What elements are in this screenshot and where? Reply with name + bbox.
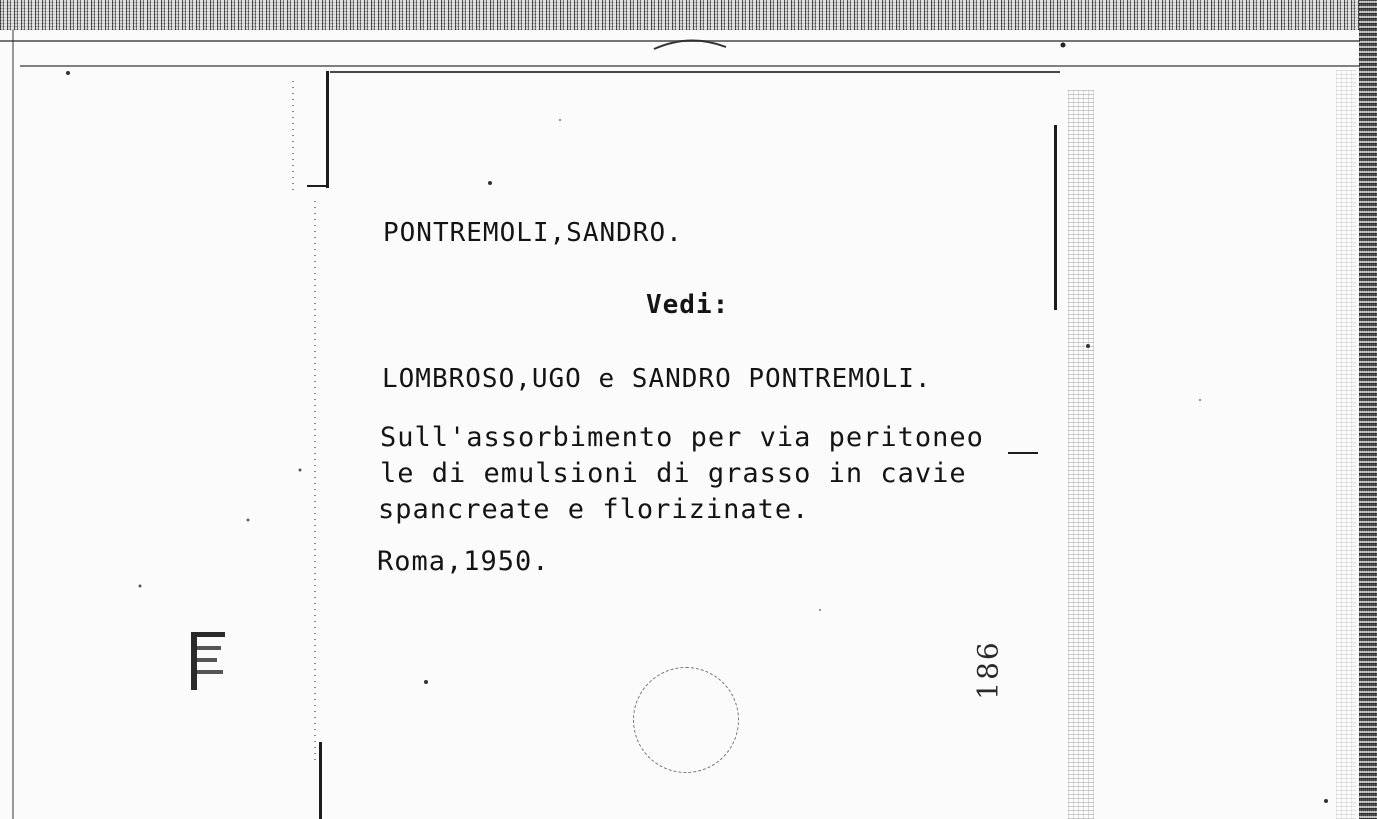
call-number: 186: [971, 640, 1005, 700]
imprint: Roma,1950.: [377, 546, 550, 577]
title-line-1: Sull'assorbimento per via peritoneo: [380, 422, 984, 453]
see-label: Vedi:: [646, 290, 730, 320]
reference-author: LOMBROSO,UGO e SANDRO PONTREMOLI.: [382, 364, 932, 394]
card-heading: PONTREMOLI,SANDRO.: [383, 218, 683, 248]
title-line-2: le di emulsioni di grasso in cavie: [380, 458, 967, 489]
title-line-3: spancreate e florizinate.: [378, 494, 810, 525]
